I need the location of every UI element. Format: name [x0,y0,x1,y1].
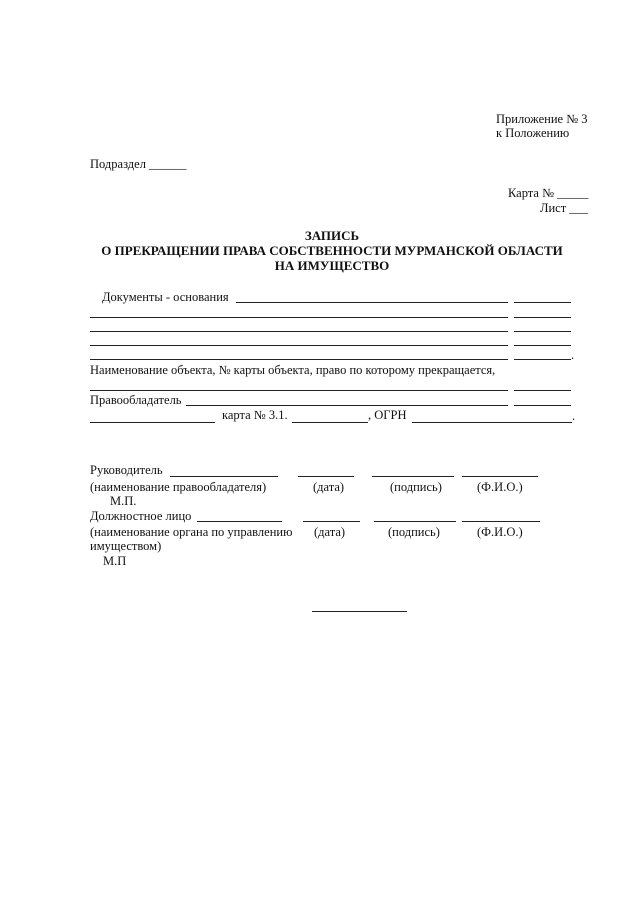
official-fio-caption: (Ф.И.О.) [477,525,523,539]
blank-line-4 [90,359,508,360]
blank-line-3b [514,345,571,346]
card-number-line [292,422,368,423]
blank-line-1 [90,317,508,318]
head-name-line [170,476,278,477]
title-line-3: НА ИМУЩЕСТВО [274,258,390,273]
official-name-line [197,521,282,522]
head-signature-line [372,476,454,477]
line-end-dot: . [571,348,575,362]
official-fio-line [462,521,540,522]
right-holder-line-3 [90,422,215,423]
official-note-line-1: (наименование органа по управлению [90,525,293,539]
blank-line-2 [90,331,508,332]
head-fio-caption: (Ф.И.О.) [477,480,523,494]
object-name-label: Наименование объекта, № карты объекта, право по которому прекращается, [90,363,496,377]
stamp-label-1: М.П. [110,494,137,508]
blank-line-4b [514,359,571,360]
right-holder-label: Правообладатель [90,393,182,407]
blank-line-3 [90,345,508,346]
blank-line-1b [514,317,571,318]
sheet-label: Лист ___ [540,201,589,215]
official-note-line-2: имуществом) [90,539,162,553]
object-name-line-2 [514,390,571,391]
documents-basis-line [236,302,508,303]
ogrn-label: , ОГРН [368,408,407,422]
head-signature-caption: (подпись) [390,480,442,494]
official-date-caption: (дата) [314,525,346,539]
ogrn-end-dot: . [572,409,576,423]
card-3-1-label: карта № 3.1. [222,408,288,422]
appendix-label: Приложение № 3 [496,112,588,126]
blank-line-2b [514,331,571,332]
ogrn-line [412,422,572,423]
stamp-label-2: М.П [103,554,127,568]
title-line-2: О ПРЕКРАЩЕНИИ ПРАВА СОБСТВЕННОСТИ МУРМАНСКОЙ ОБЛАСТИ [101,243,563,258]
subdivision-label: Подраздел ______ [90,157,187,171]
official-signature-line [374,521,456,522]
documents-basis-line-2 [514,302,571,303]
object-name-line [90,390,508,391]
regulation-label: к Положению [496,126,570,140]
official-label: Должностное лицо [90,509,192,523]
title-line-1: ЗАПИСЬ [304,228,360,243]
card-number-label: Карта № _____ [508,186,589,200]
head-date-caption: (дата) [313,480,345,494]
right-holder-line-2 [514,405,571,406]
right-holder-line [186,405,508,406]
official-date-line [303,521,360,522]
bottom-separator [312,611,407,612]
head-label: Руководитель [90,463,163,477]
official-signature-caption: (подпись) [388,525,440,539]
head-date-line [298,476,354,477]
documents-basis-label: Документы - основания [102,290,229,304]
head-fio-line [462,476,538,477]
head-note: (наименование правообладателя) [90,480,267,494]
